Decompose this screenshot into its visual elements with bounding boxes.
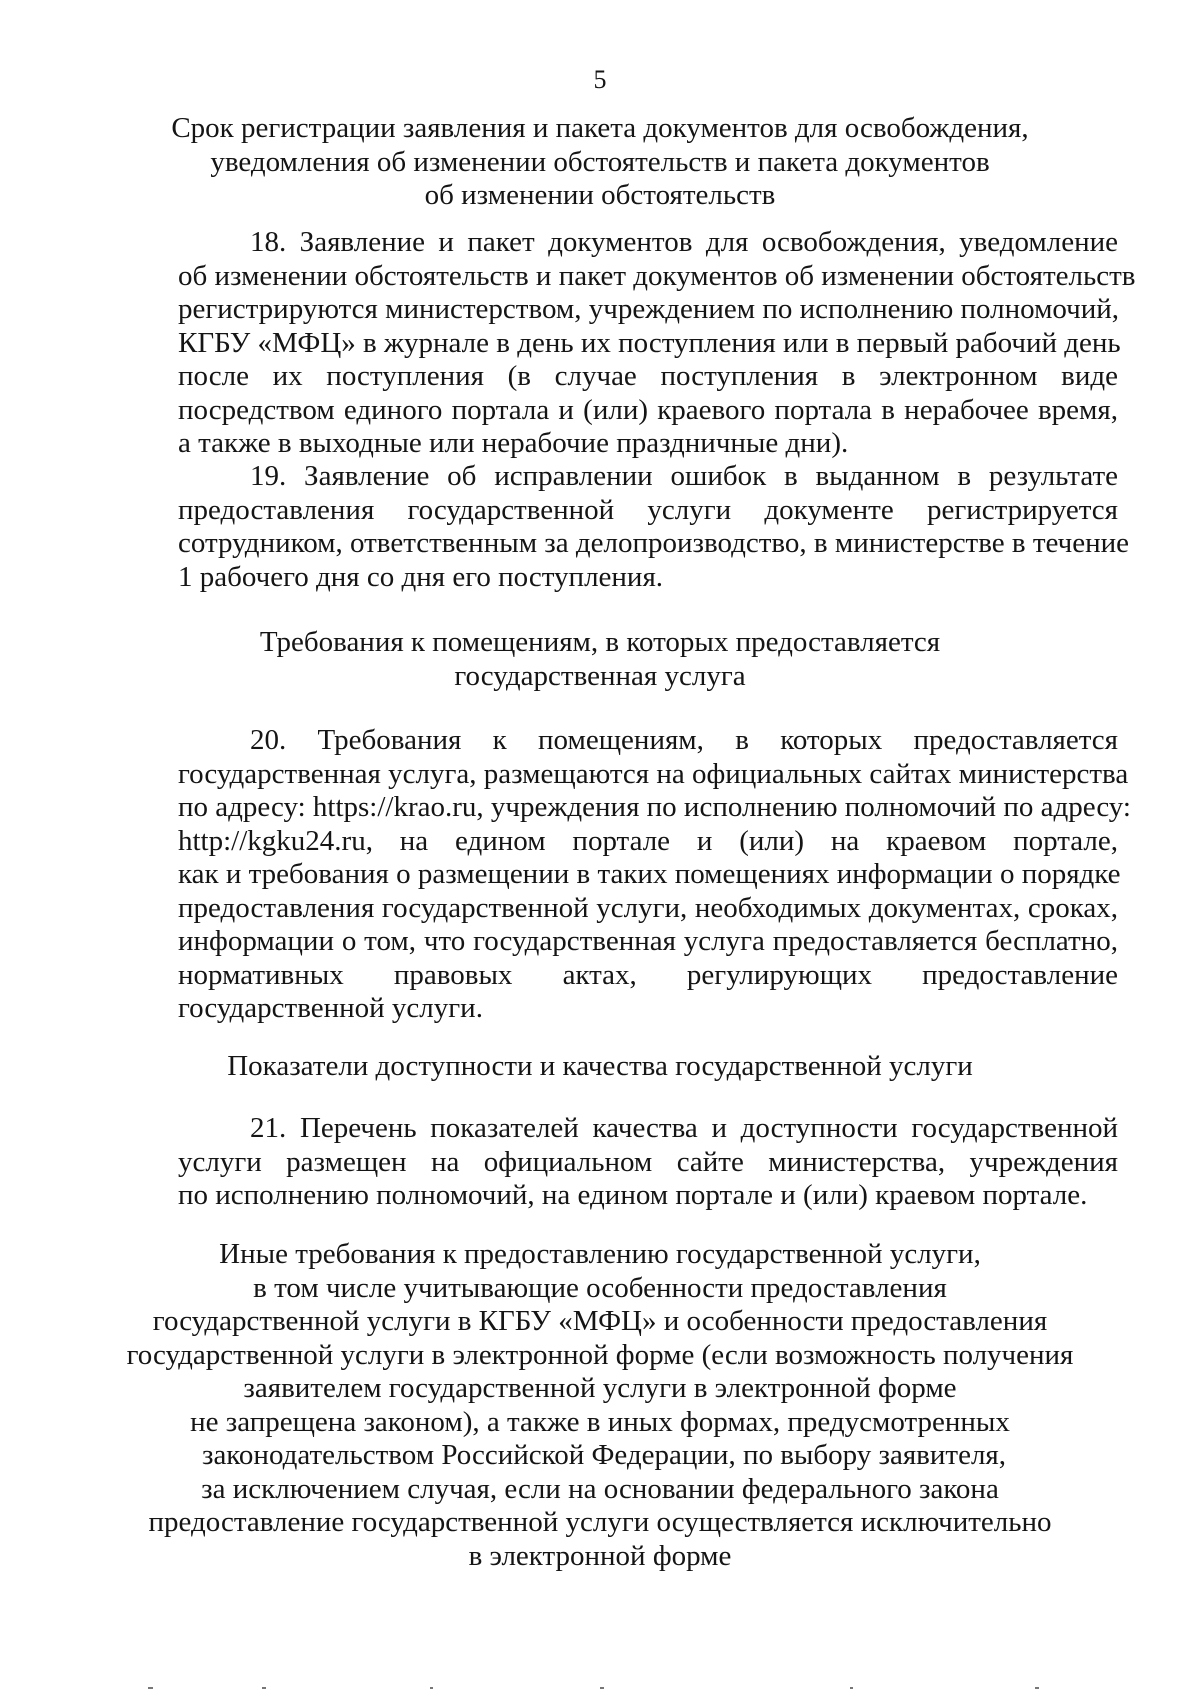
- paragraph-line: 18. Заявление и пакет документов для освобождения, уведомление: [250, 226, 1118, 258]
- paragraph-line: 21. Перечень показателей качества и доступности государственной: [250, 1112, 1118, 1144]
- paragraph-line: по исполнению полномочий, на едином портале и (или) краевом портале.: [178, 1179, 1088, 1211]
- heading-line: Иные требования к предоставлению государственной услуги,: [219, 1238, 981, 1270]
- heading-line: законодательством Российской Федерации, по выбору заявителя,: [201, 1439, 1006, 1471]
- scan-speck: [600, 1687, 604, 1689]
- scan-speck: [430, 1687, 433, 1689]
- paragraph-line: http://kgku24.ru, на едином портале и (или) на краевом портале,: [178, 824, 1118, 857]
- paragraph-line: регистрируются министерством, учреждением по исполнению полномочий,: [178, 293, 1120, 325]
- heading-line: государственной услуги в электронной форме (если возможность получения: [126, 1338, 1074, 1371]
- paragraph-line: об изменении обстоятельств и пакет документов об изменении обстоятельств: [178, 259, 1136, 292]
- paragraph-20: [178, 724, 1131, 1026]
- heading-line: уведомления об изменении обстоятельств и пакета документов: [210, 145, 990, 178]
- paragraph-line: 1 рабочего дня со дня его поступления.: [178, 560, 664, 593]
- heading-premises-requirements: [0, 626, 1200, 693]
- heading-line: предоставление государственной услуги осуществляется исключительно: [148, 1506, 1052, 1538]
- heading-line: в том числе учитывающие особенности предоставления: [253, 1271, 947, 1304]
- heading-line: об изменении обстоятельств: [424, 179, 776, 211]
- heading-line: Показатели доступности и качества государственной услуги: [227, 1050, 973, 1082]
- paragraph-line: предоставления государственной услуги, необходимых документах, сроках,: [178, 891, 1118, 924]
- paragraph-line: КГБУ «МФЦ» в журнале в день их поступления или в первый рабочий день: [178, 326, 1121, 359]
- page-number: 5: [593, 65, 607, 94]
- paragraph-line: как и требования о размещении в таких помещениях информации о порядке: [178, 858, 1121, 890]
- heading-line: государственной услуги в КГБУ «МФЦ» и особенности предоставления: [152, 1305, 1048, 1337]
- heading-quality-indicators: [0, 1050, 1200, 1084]
- scan-speck: [148, 1687, 153, 1689]
- paragraph-line: государственной услуги.: [178, 992, 483, 1024]
- paragraph-19: [178, 460, 1130, 594]
- heading-line: в электронной форме: [468, 1539, 732, 1572]
- paragraph-line: нормативных правовых актах, регулирующих предоставление: [178, 958, 1118, 991]
- paragraph-line: посредством единого портала и (или) краевого портала в нерабочее время,: [178, 393, 1118, 426]
- scan-speck: [850, 1687, 853, 1689]
- paragraph-line: предоставления государственной услуги документе регистрируется: [178, 493, 1118, 526]
- paragraph-line: услуги размещен на официальном сайте министерства, учреждения: [178, 1145, 1118, 1178]
- heading-line: Требования к помещениям, в которых предоставляется: [259, 626, 941, 658]
- paragraph-line: по адресу: https://krao.ru, учреждения по исполнению полномочий по адресу:: [178, 791, 1131, 823]
- heading-line: заявителем государственной услуги в электронной форме: [243, 1372, 957, 1404]
- paragraph-line: государственная услуга, размещаются на официальных сайтах министерства: [178, 757, 1129, 790]
- paragraph-line: а также в выходные или нерабочие праздничные дни).: [178, 427, 849, 459]
- paragraph-21: [178, 1112, 1118, 1213]
- heading-line: не запрещена законом), а также в иных формах, предусмотренных: [190, 1405, 1010, 1438]
- paragraph-line: 19. Заявление об исправлении ошибок в выданном в результате: [250, 460, 1118, 492]
- heading-line: Срок регистрации заявления и пакета документов для освобождения,: [171, 112, 1029, 144]
- heading-registration-deadline: [0, 112, 1200, 213]
- scan-speck: [1035, 1687, 1039, 1689]
- paragraph-line: 20. Требования к помещениям, в которых предоставляется: [250, 724, 1118, 756]
- heading-line: государственная услуга: [454, 659, 746, 692]
- paragraph-line: после их поступления (в случае поступления в электронном виде: [178, 360, 1118, 392]
- paragraph-18: [178, 226, 1136, 461]
- scan-speck: [262, 1687, 266, 1689]
- paragraph-line: сотрудником, ответственным за делопроизводство, в министерстве в течение: [178, 527, 1130, 559]
- heading-other-requirements: [0, 1238, 1200, 1573]
- heading-line: за исключением случая, если на основании федерального закона: [201, 1472, 999, 1505]
- paragraph-line: информации о том, что государственная услуга предоставляется бесплатно,: [178, 925, 1118, 957]
